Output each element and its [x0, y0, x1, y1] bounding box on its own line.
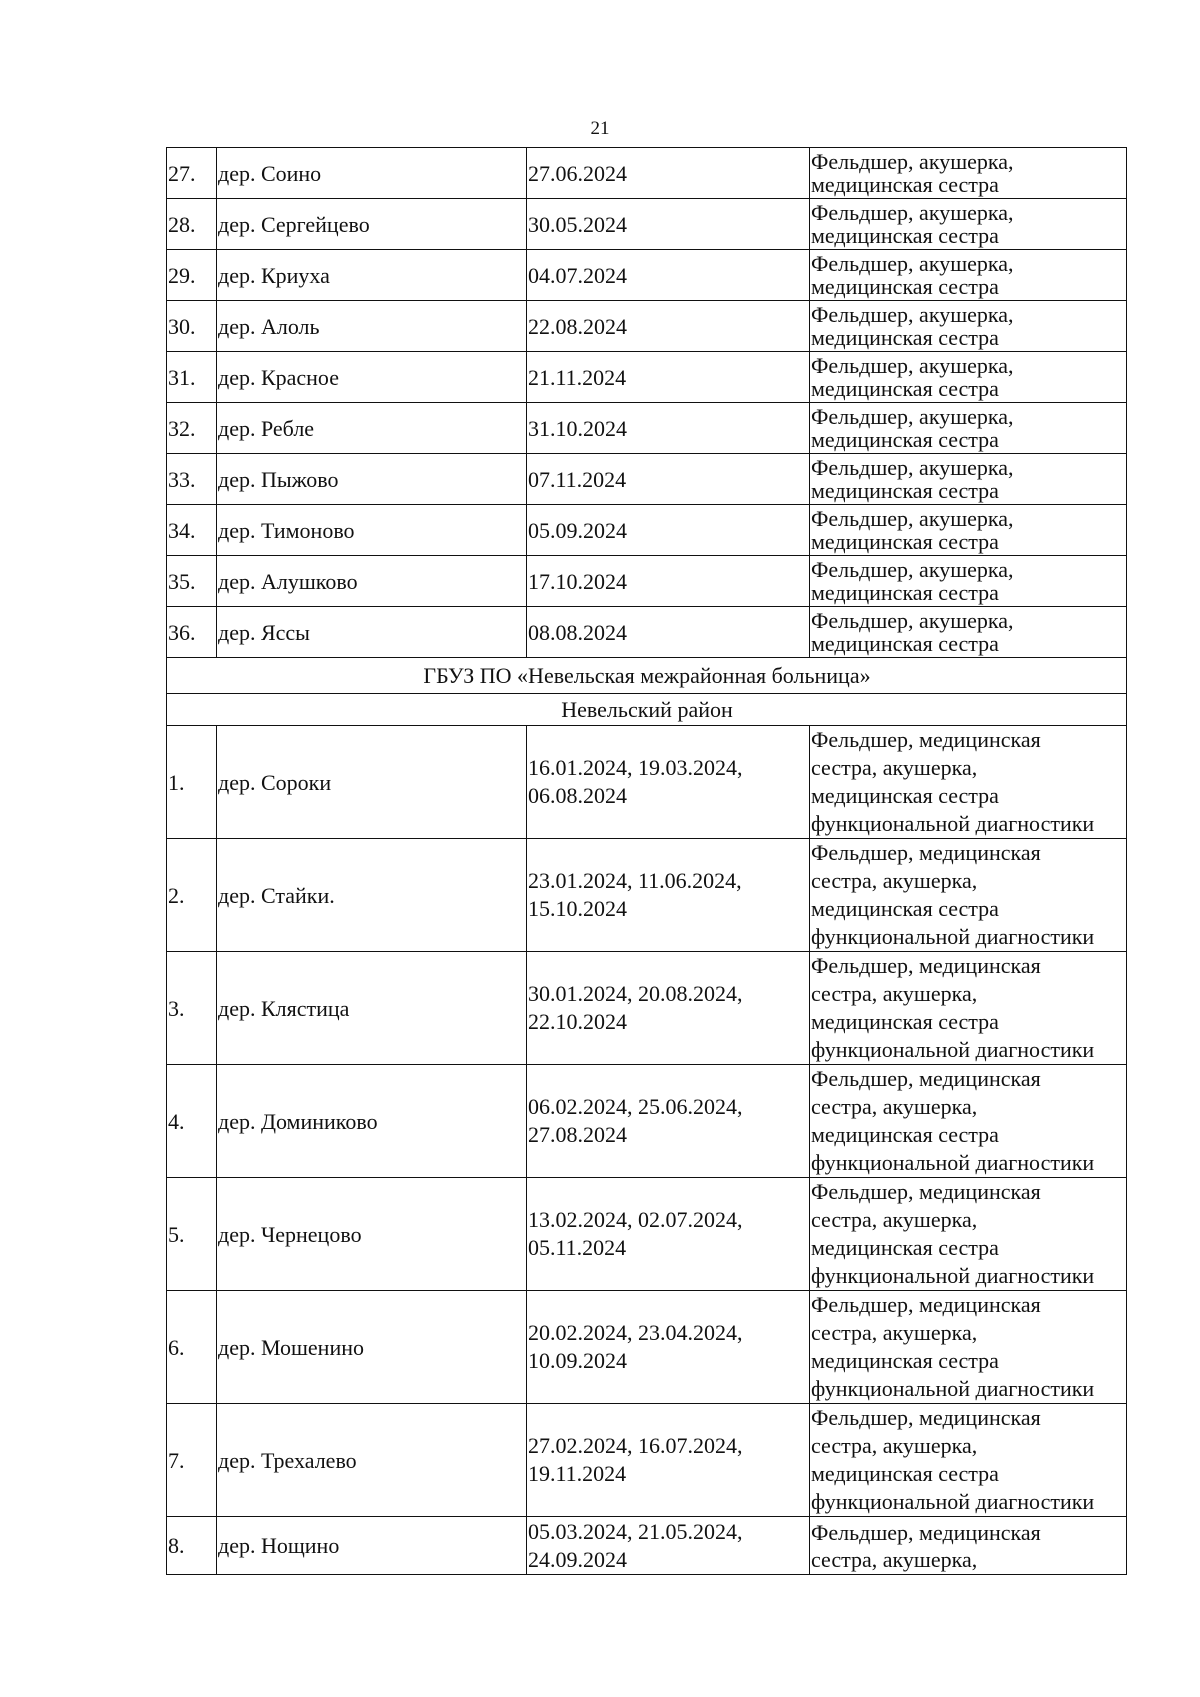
- visit-date-line: 17.10.2024: [528, 568, 627, 594]
- row-number: 8.: [167, 1517, 217, 1575]
- visit-date-line: 27.08.2024: [528, 1122, 627, 1147]
- table-row: [167, 505, 1127, 556]
- organization-row: [167, 658, 1127, 694]
- table-row: [167, 352, 1127, 403]
- table-row: [167, 1065, 1127, 1178]
- visit-dates: [527, 1291, 810, 1404]
- staff-line: медицинская сестра: [811, 1122, 999, 1147]
- visit-dates: [527, 250, 810, 301]
- table-row: [167, 1517, 1127, 1575]
- medical-staff: [810, 454, 1127, 505]
- staff-line: сестра, акушерка,: [811, 755, 978, 780]
- page-number: 21: [590, 118, 610, 139]
- medical-staff: [810, 952, 1127, 1065]
- visit-dates: [527, 1178, 810, 1291]
- staff-line: функциональной диагностики: [811, 1150, 1095, 1175]
- visit-dates: [527, 556, 810, 607]
- staff-line: функциональной диагностики: [811, 1376, 1095, 1401]
- medical-staff: [810, 726, 1127, 839]
- medical-staff: [810, 505, 1127, 556]
- table-row: [167, 301, 1127, 352]
- staff-line: медицинская сестра: [811, 529, 999, 554]
- staff-line: Фельдшер, акушерка,: [811, 149, 1014, 174]
- staff-line: Фельдшер, медицинская: [811, 1292, 1041, 1317]
- staff-line: функциональной диагностики: [811, 1489, 1095, 1514]
- table-row: [167, 148, 1127, 199]
- staff-line: сестра, акушерка,: [811, 981, 978, 1006]
- settlement-name: дер. Алоль: [217, 301, 527, 352]
- visit-date-line: 30.01.2024, 20.08.2024,: [528, 981, 743, 1006]
- table-row: [167, 199, 1127, 250]
- visit-date-line: 13.02.2024, 02.07.2024,: [528, 1207, 743, 1232]
- visit-date-line: 30.05.2024: [528, 211, 627, 237]
- staff-line: сестра, акушерка,: [811, 1094, 978, 1119]
- staff-line: медицинская сестра: [811, 783, 999, 808]
- visit-date-line: 04.07.2024: [528, 262, 627, 288]
- visit-date-line: 27.02.2024, 16.07.2024,: [528, 1433, 743, 1458]
- staff-line: Фельдшер, акушерка,: [811, 455, 1014, 480]
- row-number: 34.: [167, 505, 217, 556]
- visit-dates: [527, 952, 810, 1065]
- table-section-part1: [167, 148, 1127, 658]
- row-number: 29.: [167, 250, 217, 301]
- staff-line: медицинская сестра: [811, 1009, 999, 1034]
- visit-dates: [527, 301, 810, 352]
- staff-line: медицинская сестра: [811, 223, 999, 248]
- medical-staff: [810, 301, 1127, 352]
- visit-dates: [527, 1404, 810, 1517]
- visit-date-line: 20.02.2024, 23.04.2024,: [528, 1320, 743, 1345]
- staff-line: функциональной диагностики: [811, 924, 1095, 949]
- settlement-name: дер. Клястица: [217, 952, 527, 1065]
- staff-line: Фельдшер, акушерка,: [811, 251, 1014, 276]
- medical-staff: [810, 403, 1127, 454]
- staff-line: Фельдшер, медицинская: [811, 727, 1041, 752]
- staff-line: сестра, акушерка,: [811, 868, 978, 893]
- district-heading: Невельский район: [167, 694, 1127, 726]
- row-number: 1.: [167, 726, 217, 839]
- row-number: 7.: [167, 1404, 217, 1517]
- row-number: 31.: [167, 352, 217, 403]
- table-row: [167, 250, 1127, 301]
- staff-line: сестра, акушерка,: [811, 1207, 978, 1232]
- staff-line: медицинская сестра: [811, 325, 999, 350]
- visit-date-line: 10.09.2024: [528, 1348, 627, 1373]
- staff-line: медицинская сестра: [811, 631, 999, 656]
- table-row: [167, 839, 1127, 952]
- row-number: 35.: [167, 556, 217, 607]
- settlement-name: дер. Мошенино: [217, 1291, 527, 1404]
- staff-line: медицинская сестра: [811, 896, 999, 921]
- staff-line: Фельдшер, медицинская: [811, 1519, 1041, 1545]
- visit-dates: [527, 199, 810, 250]
- settlement-name: дер. Сергейцево: [217, 199, 527, 250]
- staff-line: сестра, акушерка,: [811, 1320, 978, 1345]
- settlement-name: дер. Нощино: [217, 1517, 527, 1575]
- staff-line: функциональной диагностики: [811, 1037, 1095, 1062]
- settlement-name: дер. Пыжово: [217, 454, 527, 505]
- visit-dates: [527, 607, 810, 658]
- staff-line: медицинская сестра: [811, 1235, 999, 1260]
- table-row: [167, 1291, 1127, 1404]
- visit-dates: [527, 726, 810, 839]
- row-number: 27.: [167, 148, 217, 199]
- medical-staff: [810, 1291, 1127, 1404]
- row-number: 36.: [167, 607, 217, 658]
- staff-line: медицинская сестра: [811, 427, 999, 452]
- medical-staff: [810, 1065, 1127, 1178]
- row-number: 3.: [167, 952, 217, 1065]
- staff-line: медицинская сестра: [811, 172, 999, 197]
- staff-line: медицинская сестра: [811, 580, 999, 605]
- staff-line: Фельдшер, медицинская: [811, 953, 1041, 978]
- visit-dates: [527, 839, 810, 952]
- staff-line: Фельдшер, акушерка,: [811, 608, 1014, 633]
- visit-date-line: 23.01.2024, 11.06.2024,: [528, 868, 742, 893]
- visit-dates: [527, 505, 810, 556]
- visit-date-line: 22.10.2024: [528, 1009, 627, 1034]
- medical-staff: [810, 199, 1127, 250]
- staff-line: медицинская сестра: [811, 376, 999, 401]
- medical-staff: [810, 148, 1127, 199]
- settlement-name: дер. Криуха: [217, 250, 527, 301]
- row-number: 30.: [167, 301, 217, 352]
- settlement-name: дер. Алушково: [217, 556, 527, 607]
- visit-dates: [527, 1065, 810, 1178]
- visit-dates: [527, 1517, 810, 1575]
- visit-date-line: 07.11.2024: [528, 466, 627, 492]
- row-number: 5.: [167, 1178, 217, 1291]
- staff-line: Фельдшер, медицинская: [811, 1405, 1041, 1430]
- visit-date-line: 06.02.2024, 25.06.2024,: [528, 1094, 743, 1119]
- visit-date-line: 05.09.2024: [528, 517, 627, 543]
- visit-date-line: 05.11.2024: [528, 1235, 627, 1260]
- settlement-name: дер. Яссы: [217, 607, 527, 658]
- table-section-part2: [167, 726, 1127, 1575]
- staff-line: медицинская сестра: [811, 478, 999, 503]
- settlement-name: дер. Сороки: [217, 726, 527, 839]
- staff-line: функциональной диагностики: [811, 1263, 1095, 1288]
- medical-staff: [810, 607, 1127, 658]
- staff-line: сестра, акушерка,: [811, 1433, 978, 1458]
- medical-staff: [810, 556, 1127, 607]
- staff-line: Фельдшер, акушерка,: [811, 353, 1014, 378]
- visit-date-line: 08.08.2024: [528, 619, 627, 645]
- staff-line: функциональной диагностики: [811, 811, 1095, 836]
- settlement-name: дер. Тимоново: [217, 505, 527, 556]
- settlement-name: дер. Соино: [217, 148, 527, 199]
- visit-dates: [527, 454, 810, 505]
- table-row: [167, 952, 1127, 1065]
- district-row: [167, 694, 1127, 726]
- staff-line: Фельдшер, акушерка,: [811, 200, 1014, 225]
- staff-line: Фельдшер, акушерка,: [811, 404, 1014, 429]
- visit-dates: [527, 148, 810, 199]
- table-row: [167, 556, 1127, 607]
- settlement-name: дер. Ребле: [217, 403, 527, 454]
- medical-staff: [810, 1404, 1127, 1517]
- settlement-name: дер. Трехалево: [217, 1404, 527, 1517]
- visit-date-line: 19.11.2024: [528, 1461, 627, 1486]
- table-section-organization: [167, 658, 1127, 726]
- schedule-table: [166, 147, 1127, 1575]
- row-number: 28.: [167, 199, 217, 250]
- visit-dates: [527, 352, 810, 403]
- staff-line: Фельдшер, медицинская: [811, 1179, 1041, 1204]
- medical-staff: [810, 1178, 1127, 1291]
- organization-heading: ГБУЗ ПО «Невельская межрайонная больница»: [167, 658, 1127, 694]
- visit-date-line: 15.10.2024: [528, 896, 627, 921]
- table-row: [167, 454, 1127, 505]
- staff-line: Фельдшер, медицинская: [811, 1066, 1041, 1091]
- settlement-name: дер. Доминиково: [217, 1065, 527, 1178]
- settlement-name: дер. Красное: [217, 352, 527, 403]
- medical-staff: [810, 250, 1127, 301]
- visit-date-line: 31.10.2024: [528, 415, 627, 441]
- visit-date-line: 22.08.2024: [528, 313, 627, 339]
- staff-line: медицинская сестра: [811, 1461, 999, 1486]
- visit-dates: [527, 403, 810, 454]
- staff-line: медицинская сестра: [811, 1348, 999, 1373]
- medical-staff: [810, 352, 1127, 403]
- medical-staff: [810, 1517, 1127, 1575]
- settlement-name: дер. Чернецово: [217, 1178, 527, 1291]
- table-row: [167, 403, 1127, 454]
- table-row: [167, 726, 1127, 839]
- row-number: 32.: [167, 403, 217, 454]
- row-number: 6.: [167, 1291, 217, 1404]
- row-number: 2.: [167, 839, 217, 952]
- row-number: 4.: [167, 1065, 217, 1178]
- table-row: [167, 607, 1127, 658]
- settlement-name: дер. Стайки.: [217, 839, 527, 952]
- table-row: [167, 1404, 1127, 1517]
- medical-staff: [810, 839, 1127, 952]
- staff-line: медицинская сестра: [811, 274, 999, 299]
- staff-line: Фельдшер, акушерка,: [811, 302, 1014, 327]
- table-row: [167, 1178, 1127, 1291]
- visit-date-line: 27.06.2024: [528, 160, 627, 186]
- visit-date-line: 06.08.2024: [528, 783, 627, 808]
- staff-line: Фельдшер, акушерка,: [811, 506, 1014, 531]
- staff-line: Фельдшер, акушерка,: [811, 557, 1014, 582]
- visit-date-line: 16.01.2024, 19.03.2024,: [528, 755, 743, 780]
- staff-line: Фельдшер, медицинская: [811, 840, 1041, 865]
- visit-date-line: 05.03.2024, 21.05.2024,: [528, 1518, 743, 1544]
- staff-line: сестра, акушерка,: [811, 1546, 978, 1572]
- visit-date-line: 21.11.2024: [528, 364, 627, 390]
- visit-date-line: 24.09.2024: [528, 1546, 627, 1572]
- row-number: 33.: [167, 454, 217, 505]
